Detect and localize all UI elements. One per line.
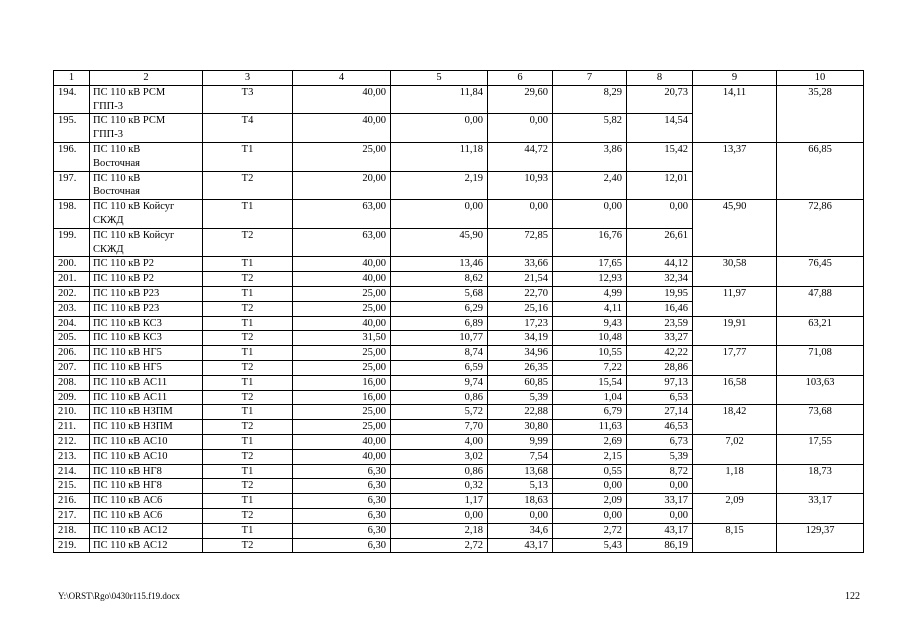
footer-file-path: Y:\ORST\Rgo\0430r115.f19.docx	[58, 591, 180, 601]
cell-col5: 6,29	[391, 301, 488, 316]
transformer-id: Т2	[203, 390, 293, 405]
substation-name	[90, 375, 203, 390]
table-row	[54, 257, 864, 272]
cell-col9: 14,11	[693, 85, 777, 142]
transformer-id: Т1	[203, 523, 293, 538]
cell-col4: 25,00	[293, 405, 391, 420]
cell-col4: 6,30	[293, 464, 391, 479]
cell-col8: 20,73	[627, 85, 693, 114]
substation-name	[90, 142, 203, 171]
cell-col10: 18,73	[777, 464, 864, 494]
cell-col7: 11,63	[553, 420, 627, 435]
cell-col6: 34,19	[488, 331, 553, 346]
table-row	[54, 200, 864, 229]
table-row	[54, 464, 864, 479]
cell-col8: 46,53	[627, 420, 693, 435]
cell-col10: 35,28	[777, 85, 864, 142]
substation-name	[90, 434, 203, 449]
cell-col4: 25,00	[293, 142, 391, 171]
cell-col5: 0,00	[391, 508, 488, 523]
cell-col4: 40,00	[293, 257, 391, 272]
row-number: 215.	[54, 479, 90, 494]
substation-name	[90, 301, 203, 316]
transformer-id: Т2	[203, 272, 293, 287]
cell-col6: 30,80	[488, 420, 553, 435]
cell-col8: 15,42	[627, 142, 693, 171]
substation-name	[90, 331, 203, 346]
substation-name-line: ПС 110 кВ КС3	[93, 317, 162, 329]
substation-name-line: ПС 110 кВ Р23	[93, 302, 160, 314]
column-header: 2	[90, 71, 203, 86]
substation-name	[90, 523, 203, 538]
substation-name-line: ПС 110 кВ	[93, 143, 141, 155]
substation-name-line: ПС 110 кВ АС10	[93, 450, 168, 462]
cell-col7: 10,55	[553, 346, 627, 361]
substation-name-line: ПС 110 кВ Р2	[93, 273, 155, 285]
header-row	[54, 71, 864, 86]
transformer-id: Т2	[203, 228, 293, 257]
cell-col7: 2,09	[553, 494, 627, 509]
substation-name-line: ПС 110 кВ Р23	[93, 287, 160, 299]
cell-col4: 25,00	[293, 301, 391, 316]
cell-col8: 97,13	[627, 375, 693, 390]
transformer-id: Т1	[203, 286, 293, 301]
cell-col4: 16,00	[293, 390, 391, 405]
substation-name-line: ПС 110 кВ	[93, 172, 141, 184]
cell-col6: 34,96	[488, 346, 553, 361]
substation-name-line: ПС 110 кВ АС12	[93, 539, 168, 551]
cell-col6: 13,68	[488, 464, 553, 479]
transformer-id: Т1	[203, 375, 293, 390]
cell-col5: 4,00	[391, 434, 488, 449]
row-number: 218.	[54, 523, 90, 538]
cell-col7: 4,99	[553, 286, 627, 301]
transformer-id: Т1	[203, 405, 293, 420]
cell-col5: 0,00	[391, 114, 488, 143]
substation-name-line: ПС 110 кВ АС6	[93, 509, 163, 521]
cell-col7: 8,29	[553, 85, 627, 114]
substation-name	[90, 405, 203, 420]
cell-col6: 26,35	[488, 360, 553, 375]
cell-col5: 2,18	[391, 523, 488, 538]
cell-col6: 5,39	[488, 390, 553, 405]
cell-col8: 42,22	[627, 346, 693, 361]
cell-col6: 0,00	[488, 200, 553, 229]
table-row	[54, 375, 864, 390]
cell-col4: 25,00	[293, 420, 391, 435]
transformer-id: Т2	[203, 538, 293, 553]
data-table	[53, 70, 864, 553]
cell-col4: 6,30	[293, 494, 391, 509]
row-number: 213.	[54, 449, 90, 464]
substation-name	[90, 449, 203, 464]
transformer-id: Т2	[203, 171, 293, 200]
cell-col4: 40,00	[293, 114, 391, 143]
row-number: 195.	[54, 114, 90, 143]
row-number: 198.	[54, 200, 90, 229]
cell-col5: 0,32	[391, 479, 488, 494]
substation-name	[90, 114, 203, 143]
substation-name	[90, 360, 203, 375]
cell-col8: 32,34	[627, 272, 693, 287]
cell-col4: 40,00	[293, 316, 391, 331]
cell-col4: 31,50	[293, 331, 391, 346]
cell-col7: 12,93	[553, 272, 627, 287]
cell-col5: 9,74	[391, 375, 488, 390]
cell-col10: 17,55	[777, 434, 864, 464]
cell-col6: 34,6	[488, 523, 553, 538]
substation-name	[90, 494, 203, 509]
table-row	[54, 405, 864, 420]
cell-col8: 33,17	[627, 494, 693, 509]
cell-col7: 6,79	[553, 405, 627, 420]
transformer-id: Т3	[203, 85, 293, 114]
transformer-id: Т1	[203, 200, 293, 229]
row-number: 219.	[54, 538, 90, 553]
transformer-id: Т2	[203, 479, 293, 494]
cell-col6: 10,93	[488, 171, 553, 200]
substation-name-line: ПС 110 кВ РСМ	[93, 115, 166, 127]
cell-col10: 33,17	[777, 494, 864, 524]
row-number: 204.	[54, 316, 90, 331]
transformer-id: Т2	[203, 420, 293, 435]
substation-name-line: ПС 110 кВ АС6	[93, 495, 163, 507]
substation-name-line: ПС 110 кВ НЗПМ	[93, 421, 173, 433]
row-number: 212.	[54, 434, 90, 449]
cell-col5: 2,72	[391, 538, 488, 553]
substation-name-line: ПС 110 кВ НГ8	[93, 480, 162, 492]
table-row	[54, 316, 864, 331]
column-header: 5	[391, 71, 488, 86]
cell-col9: 30,58	[693, 257, 777, 287]
cell-col7: 17,65	[553, 257, 627, 272]
transformer-id: Т1	[203, 257, 293, 272]
cell-col10: 72,86	[777, 200, 864, 257]
cell-col7: 0,00	[553, 508, 627, 523]
substation-name-line: СКЖД	[93, 214, 124, 226]
cell-col8: 0,00	[627, 479, 693, 494]
substation-name-line: ГПП-3	[93, 129, 123, 141]
cell-col5: 3,02	[391, 449, 488, 464]
column-header: 3	[203, 71, 293, 86]
cell-col10: 76,45	[777, 257, 864, 287]
cell-col5: 6,89	[391, 316, 488, 331]
cell-col5: 11,18	[391, 142, 488, 171]
transformer-id: Т1	[203, 316, 293, 331]
cell-col8: 23,59	[627, 316, 693, 331]
cell-col7: 5,43	[553, 538, 627, 553]
substation-name	[90, 257, 203, 272]
cell-col7: 2,40	[553, 171, 627, 200]
row-number: 200.	[54, 257, 90, 272]
substation-name-line: Восточная	[93, 186, 140, 198]
cell-col6: 0,00	[488, 114, 553, 143]
cell-col8: 6,73	[627, 434, 693, 449]
cell-col7: 2,15	[553, 449, 627, 464]
transformer-id: Т1	[203, 464, 293, 479]
cell-col8: 6,53	[627, 390, 693, 405]
cell-col8: 8,72	[627, 464, 693, 479]
cell-col8: 0,00	[627, 508, 693, 523]
cell-col7: 16,76	[553, 228, 627, 257]
row-number: 210.	[54, 405, 90, 420]
cell-col5: 0,86	[391, 464, 488, 479]
cell-col4: 16,00	[293, 375, 391, 390]
substation-name	[90, 508, 203, 523]
cell-col9: 8,15	[693, 523, 777, 553]
substation-name	[90, 286, 203, 301]
cell-col5: 10,77	[391, 331, 488, 346]
substation-name-line: ПС 110 кВ НГ5	[93, 361, 162, 373]
substation-name	[90, 390, 203, 405]
table-row	[54, 286, 864, 301]
cell-col8: 19,95	[627, 286, 693, 301]
row-number: 199.	[54, 228, 90, 257]
row-number: 206.	[54, 346, 90, 361]
substation-name	[90, 420, 203, 435]
substation-name	[90, 479, 203, 494]
substation-name-line: ПС 110 кВ АС11	[93, 391, 168, 403]
cell-col6: 25,16	[488, 301, 553, 316]
cell-col7: 9,43	[553, 316, 627, 331]
row-number: 197.	[54, 171, 90, 200]
substation-name-line: ПС 110 кВ Койсуг	[93, 201, 175, 213]
cell-col4: 6,30	[293, 479, 391, 494]
transformer-id: Т2	[203, 360, 293, 375]
cell-col6: 44,72	[488, 142, 553, 171]
footer-page-number: 122	[845, 591, 860, 602]
cell-col6: 9,99	[488, 434, 553, 449]
cell-col9: 16,58	[693, 375, 777, 405]
substation-name	[90, 228, 203, 257]
cell-col6: 72,85	[488, 228, 553, 257]
substation-name	[90, 85, 203, 114]
row-number: 216.	[54, 494, 90, 509]
substation-name-line: Восточная	[93, 157, 140, 169]
cell-col6: 33,66	[488, 257, 553, 272]
cell-col6: 17,23	[488, 316, 553, 331]
cell-col6: 21,54	[488, 272, 553, 287]
table-row	[54, 523, 864, 538]
cell-col5: 5,72	[391, 405, 488, 420]
cell-col5: 8,74	[391, 346, 488, 361]
cell-col4: 25,00	[293, 286, 391, 301]
cell-col4: 6,30	[293, 523, 391, 538]
cell-col6: 22,70	[488, 286, 553, 301]
substation-name	[90, 538, 203, 553]
cell-col5: 0,00	[391, 200, 488, 229]
row-number: 196.	[54, 142, 90, 171]
cell-col8: 14,54	[627, 114, 693, 143]
row-number: 211.	[54, 420, 90, 435]
row-number: 202.	[54, 286, 90, 301]
cell-col10: 71,08	[777, 346, 864, 376]
table-row	[54, 142, 864, 171]
cell-col9: 13,37	[693, 142, 777, 199]
cell-col7: 1,04	[553, 390, 627, 405]
cell-col6: 60,85	[488, 375, 553, 390]
cell-col9: 45,90	[693, 200, 777, 257]
cell-col8: 27,14	[627, 405, 693, 420]
substation-name-line: ПС 110 кВ НГ5	[93, 347, 162, 359]
cell-col7: 2,69	[553, 434, 627, 449]
cell-col4: 63,00	[293, 228, 391, 257]
cell-col8: 43,17	[627, 523, 693, 538]
cell-col7: 4,11	[553, 301, 627, 316]
cell-col9: 2,09	[693, 494, 777, 524]
column-header: 7	[553, 71, 627, 86]
cell-col7: 3,86	[553, 142, 627, 171]
cell-col8: 86,19	[627, 538, 693, 553]
cell-col4: 25,00	[293, 346, 391, 361]
row-number: 217.	[54, 508, 90, 523]
transformer-id: Т2	[203, 331, 293, 346]
cell-col8: 0,00	[627, 200, 693, 229]
substation-name-line: ПС 110 кВ АС11	[93, 376, 168, 388]
cell-col6: 5,13	[488, 479, 553, 494]
cell-col10: 103,63	[777, 375, 864, 405]
substation-name-line: ПС 110 кВ КС3	[93, 332, 162, 344]
cell-col4: 25,00	[293, 360, 391, 375]
substation-name-line: ПС 110 кВ АС10	[93, 435, 168, 447]
substation-name-line: ПС 110 кВ НГ8	[93, 465, 162, 477]
cell-col8: 26,61	[627, 228, 693, 257]
transformer-id: Т2	[203, 301, 293, 316]
substation-name	[90, 346, 203, 361]
cell-col9: 19,91	[693, 316, 777, 346]
cell-col4: 40,00	[293, 449, 391, 464]
cell-col8: 33,27	[627, 331, 693, 346]
cell-col5: 1,17	[391, 494, 488, 509]
substation-name	[90, 464, 203, 479]
cell-col9: 11,97	[693, 286, 777, 316]
cell-col4: 40,00	[293, 85, 391, 114]
cell-col9: 1,18	[693, 464, 777, 494]
cell-col10: 66,85	[777, 142, 864, 199]
cell-col8: 12,01	[627, 171, 693, 200]
row-number: 209.	[54, 390, 90, 405]
cell-col6: 22,88	[488, 405, 553, 420]
cell-col7: 0,00	[553, 479, 627, 494]
cell-col4: 63,00	[293, 200, 391, 229]
substation-name-line: ПС 110 кВ Р2	[93, 258, 155, 270]
cell-col8: 28,86	[627, 360, 693, 375]
column-header: 1	[54, 71, 90, 86]
cell-col9: 18,42	[693, 405, 777, 435]
cell-col5: 45,90	[391, 228, 488, 257]
cell-col7: 5,82	[553, 114, 627, 143]
cell-col9: 7,02	[693, 434, 777, 464]
row-number: 208.	[54, 375, 90, 390]
cell-col6: 7,54	[488, 449, 553, 464]
cell-col4: 40,00	[293, 272, 391, 287]
cell-col5: 2,19	[391, 171, 488, 200]
cell-col7: 15,54	[553, 375, 627, 390]
table-row	[54, 85, 864, 114]
substation-name-line: ПС 110 кВ Койсуг	[93, 229, 175, 241]
column-header: 4	[293, 71, 391, 86]
table-body	[54, 71, 864, 553]
cell-col5: 6,59	[391, 360, 488, 375]
cell-col4: 6,30	[293, 538, 391, 553]
cell-col8: 44,12	[627, 257, 693, 272]
substation-name-line: ПС 110 кВ АС12	[93, 524, 168, 536]
row-number: 201.	[54, 272, 90, 287]
substation-name-line: СКЖД	[93, 243, 124, 255]
cell-col7: 10,48	[553, 331, 627, 346]
cell-col8: 5,39	[627, 449, 693, 464]
transformer-id: Т2	[203, 508, 293, 523]
cell-col6: 29,60	[488, 85, 553, 114]
cell-col5: 5,68	[391, 286, 488, 301]
substation-name-line: ПС 110 кВ НЗПМ	[93, 406, 173, 418]
cell-col4: 40,00	[293, 434, 391, 449]
cell-col10: 47,88	[777, 286, 864, 316]
cell-col7: 0,00	[553, 200, 627, 229]
table-row	[54, 494, 864, 509]
transformer-id: Т4	[203, 114, 293, 143]
transformer-id: Т1	[203, 434, 293, 449]
cell-col7: 7,22	[553, 360, 627, 375]
cell-col10: 73,68	[777, 405, 864, 435]
column-header: 10	[777, 71, 864, 86]
cell-col6: 43,17	[488, 538, 553, 553]
row-number: 203.	[54, 301, 90, 316]
cell-col4: 6,30	[293, 508, 391, 523]
cell-col5: 0,86	[391, 390, 488, 405]
cell-col5: 8,62	[391, 272, 488, 287]
substation-name	[90, 316, 203, 331]
transformer-id: Т1	[203, 142, 293, 171]
row-number: 214.	[54, 464, 90, 479]
cell-col6: 0,00	[488, 508, 553, 523]
row-number: 194.	[54, 85, 90, 114]
transformer-id: Т1	[203, 494, 293, 509]
cell-col10: 129,37	[777, 523, 864, 553]
substation-name	[90, 200, 203, 229]
table-row	[54, 346, 864, 361]
column-header: 8	[627, 71, 693, 86]
table-row	[54, 434, 864, 449]
row-number: 205.	[54, 331, 90, 346]
cell-col7: 0,55	[553, 464, 627, 479]
cell-col5: 11,84	[391, 85, 488, 114]
substation-name-line: ПС 110 кВ РСМ	[93, 86, 166, 98]
cell-col10: 63,21	[777, 316, 864, 346]
row-number: 207.	[54, 360, 90, 375]
cell-col8: 16,46	[627, 301, 693, 316]
column-header: 6	[488, 71, 553, 86]
cell-col6: 18,63	[488, 494, 553, 509]
substation-name-line: ГПП-3	[93, 100, 123, 112]
transformer-id: Т2	[203, 449, 293, 464]
cell-col9: 17,77	[693, 346, 777, 376]
cell-col5: 13,46	[391, 257, 488, 272]
cell-col7: 2,72	[553, 523, 627, 538]
substation-name	[90, 171, 203, 200]
column-header: 9	[693, 71, 777, 86]
cell-col5: 7,70	[391, 420, 488, 435]
transformer-id: Т1	[203, 346, 293, 361]
substation-name	[90, 272, 203, 287]
cell-col4: 20,00	[293, 171, 391, 200]
